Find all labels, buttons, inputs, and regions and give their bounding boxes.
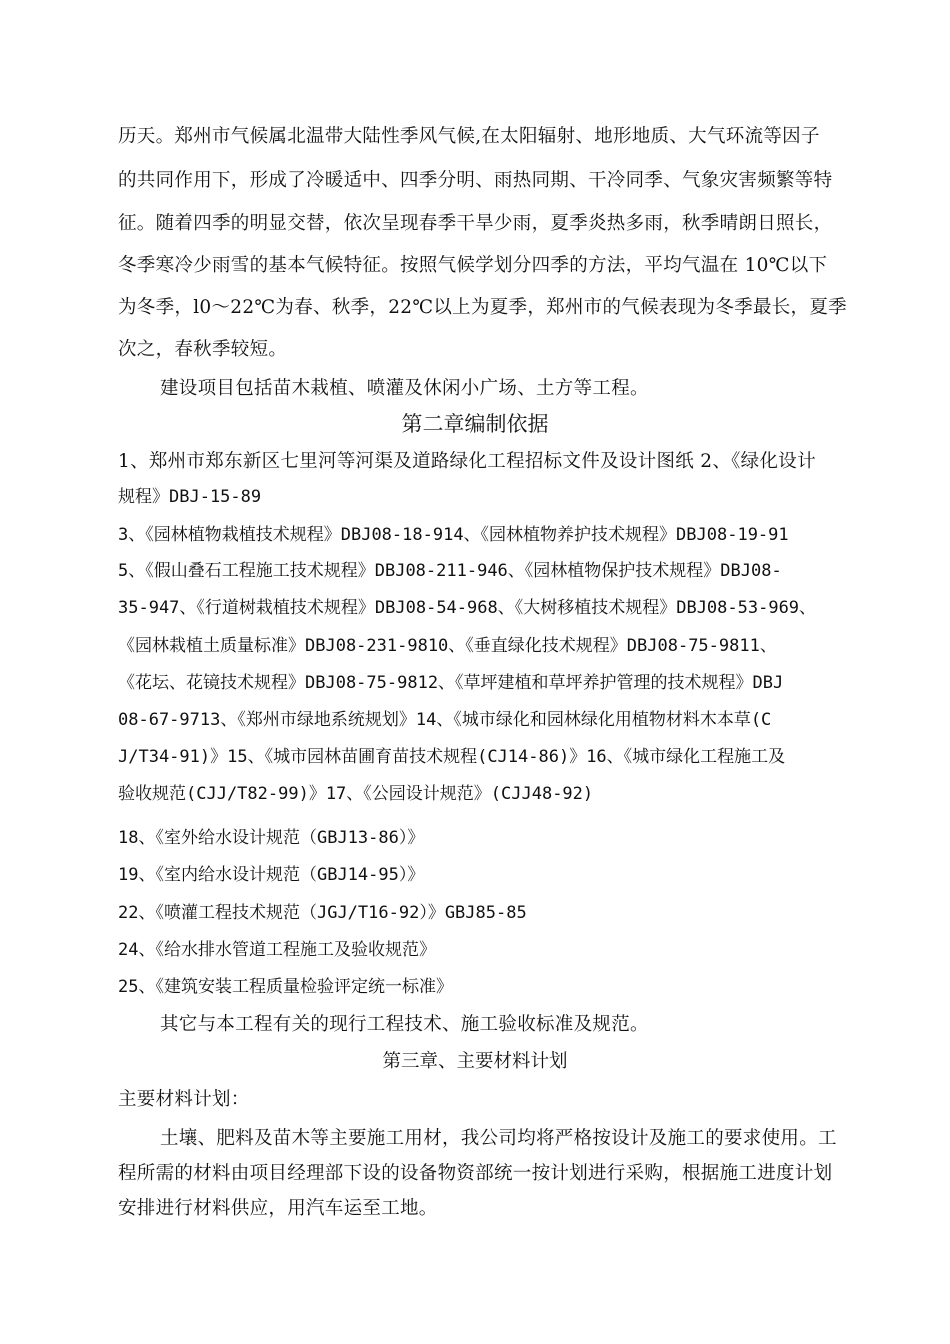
basis-item-22: 22、《喷灌工程技术规范（JGJ/T16-92）》GBJ85-85 (118, 903, 527, 923)
materials-line-3: 安排进行材料供应，用汽车运至工地。 (118, 1198, 438, 1219)
basis-item-24: 24、《给水排水管道工程施工及验收规范》 (118, 940, 436, 960)
climate-line-6: 次之，春秋季较短。 (118, 339, 288, 360)
basis-line-7: 《花坛、花镜技术规程》DBJ08-75-9812、《草坪建植和草坪养护管理的技术规程》DBJ (118, 673, 784, 693)
basis-item-19: 19、《室内给水设计规范（GBJ14-95）》 (118, 865, 425, 885)
basis-line-4: 5、《假山叠石工程施工技术规程》DBJ08-211-946、《园林植物保护技术规程》DBJ08- (118, 561, 782, 581)
chapter3-subtitle: 主要材料计划： (118, 1089, 250, 1110)
basis-item-18: 18、《室外给水设计规范（GBJ13-86）》 (118, 828, 425, 848)
materials-line-2: 程所需的材料由项目经理部下设的设备物资部统一按计划进行采购，根据施工进度计划 (118, 1163, 833, 1184)
climate-line-1: 历天。郑州市气候属北温带大陆性季风气候,在太阳辐射、地形地质、大气环流等因子 (118, 126, 820, 147)
basis-line-3: 3、《园林植物栽植技术规程》DBJ08-18-914、《园林植物养护技术规程》DBJ08-19-91 (118, 525, 789, 545)
climate-line-2: 的共同作用下，形成了冷暖适中、四季分明、雨热同期、干冷同季、气象灾害频繁等特 (118, 170, 833, 191)
chapter3-title: 第三章、主要材料计划 (382, 1051, 568, 1072)
project-scope: 建设项目包括苗木栽植、喷灌及休闲小广场、土方等工程。 (160, 378, 649, 399)
basis-closing: 其它与本工程有关的现行工程技术、施工验收标准及规范。 (160, 1014, 649, 1035)
basis-line-8: 08-67-9713、《郑州市绿地系统规划》14、《城市绿化和园林绿化用植物材料木本草(C (118, 710, 772, 730)
basis-line-10: 验收规范(CJJ/T82-99)》17、《公园设计规范》(CJJ48-92) (118, 784, 594, 804)
climate-line-3: 征。随着四季的明显交替，依次呈现春季干旱少雨，夏季炎热多雨，秋季晴朗日照长， (118, 213, 833, 234)
climate-line-4: 冬季寒冷少雨雪的基本气候特征。按照气候学划分四季的方法，平均气温在 10℃以下 (118, 255, 828, 276)
basis-item-25: 25、《建筑安装工程质量检验评定统一标准》 (118, 977, 453, 997)
basis-line-2: 规程》DBJ-15-89 (118, 487, 262, 507)
chapter2-title: 第二章编制依据 (401, 412, 549, 436)
basis-line-1: 1、郑州市郑东新区七里河等河渠及道路绿化工程招标文件及设计图纸 2、《绿化设计 (118, 451, 816, 472)
materials-line-1: 土壤、肥料及苗木等主要施工用材，我公司均将严格按设计及施工的要求使用。工 (160, 1128, 837, 1149)
basis-line-5: 35-947、《行道树栽植技术规程》DBJ08-54-968、《大树移植技术规程》DBJ08-53-969、 (118, 598, 817, 618)
basis-line-9: J/T34-91)》15、《城市园林苗圃育苗技术规程(CJ14-86)》16、《城市绿化工程施工及 (118, 747, 786, 767)
basis-line-6: 《园林栽植土质量标准》DBJ08-231-9810、《垂直绿化技术规程》DBJ08-75-9811、 (118, 636, 777, 656)
climate-line-5: 为冬季，l0～22℃为春、秋季，22℃以上为夏季，郑州市的气候表现为冬季最长，夏季 (118, 297, 847, 318)
